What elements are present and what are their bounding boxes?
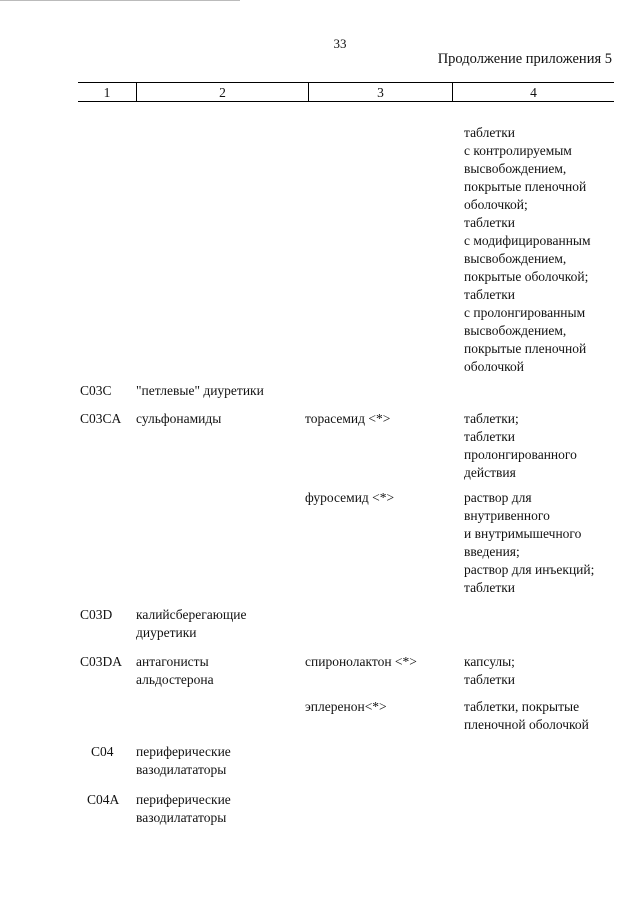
table-header-bottom-border [78, 101, 614, 102]
group-name-cell: сульфонамиды [136, 411, 222, 426]
column-header-1: 1 [103, 85, 111, 100]
atc-code-cell: C04A [87, 792, 120, 807]
atc-code-cell: C03DA [80, 654, 123, 669]
column-header-2: 2 [219, 85, 226, 100]
dosage-form-cell: таблетки; таблетки пролонгированного действия [464, 411, 577, 480]
scan-edge-line [0, 0, 240, 1]
atc-code-cell: C04 [91, 744, 114, 759]
drug-name-cell: спиронолактон <*> [305, 654, 417, 669]
drug-name-cell: фуросемид <*> [305, 490, 395, 505]
drug-name-cell: эплеренон<*> [305, 699, 387, 714]
dosage-form-cell: раствор для внутривенного и внутримышечного введения; раствор для инъекций; таблетки [464, 490, 595, 595]
column-header-3: 3 [377, 85, 384, 100]
group-name-cell: периферические вазодилататоры [136, 744, 231, 777]
dosage-form-cell: капсулы; таблетки [464, 654, 516, 687]
dosage-form-cell: таблетки, покрытые пленочной оболочкой [464, 699, 589, 732]
group-name-cell: периферические вазодилататоры [136, 792, 231, 825]
dosage-form-cell: таблетки с контролируемым высвобождением, покрытые пленочной оболочкой; таблетки с модифицированным высвобождением, покрытые оболочкой; таблетки с пролонгированным высвобождением, покрытые пленочной оболочкой [464, 125, 591, 374]
atc-code-cell: C03CA [80, 411, 122, 426]
group-name-cell: антагонисты альдостерона [136, 654, 214, 687]
group-name-cell: калийсберегающие диуретики [136, 607, 247, 640]
page-number: 33 [333, 36, 347, 51]
atc-code-cell: C03C [80, 383, 112, 398]
table-header-top-border [78, 82, 614, 83]
column-header-4: 4 [530, 85, 537, 100]
appendix-continuation-note: Продолжение приложения 5 [437, 51, 612, 67]
atc-code-cell: C03D [80, 607, 113, 622]
drug-name-cell: торасемид <*> [305, 411, 391, 426]
group-name-cell: "петлевые" диуретики [136, 383, 264, 398]
